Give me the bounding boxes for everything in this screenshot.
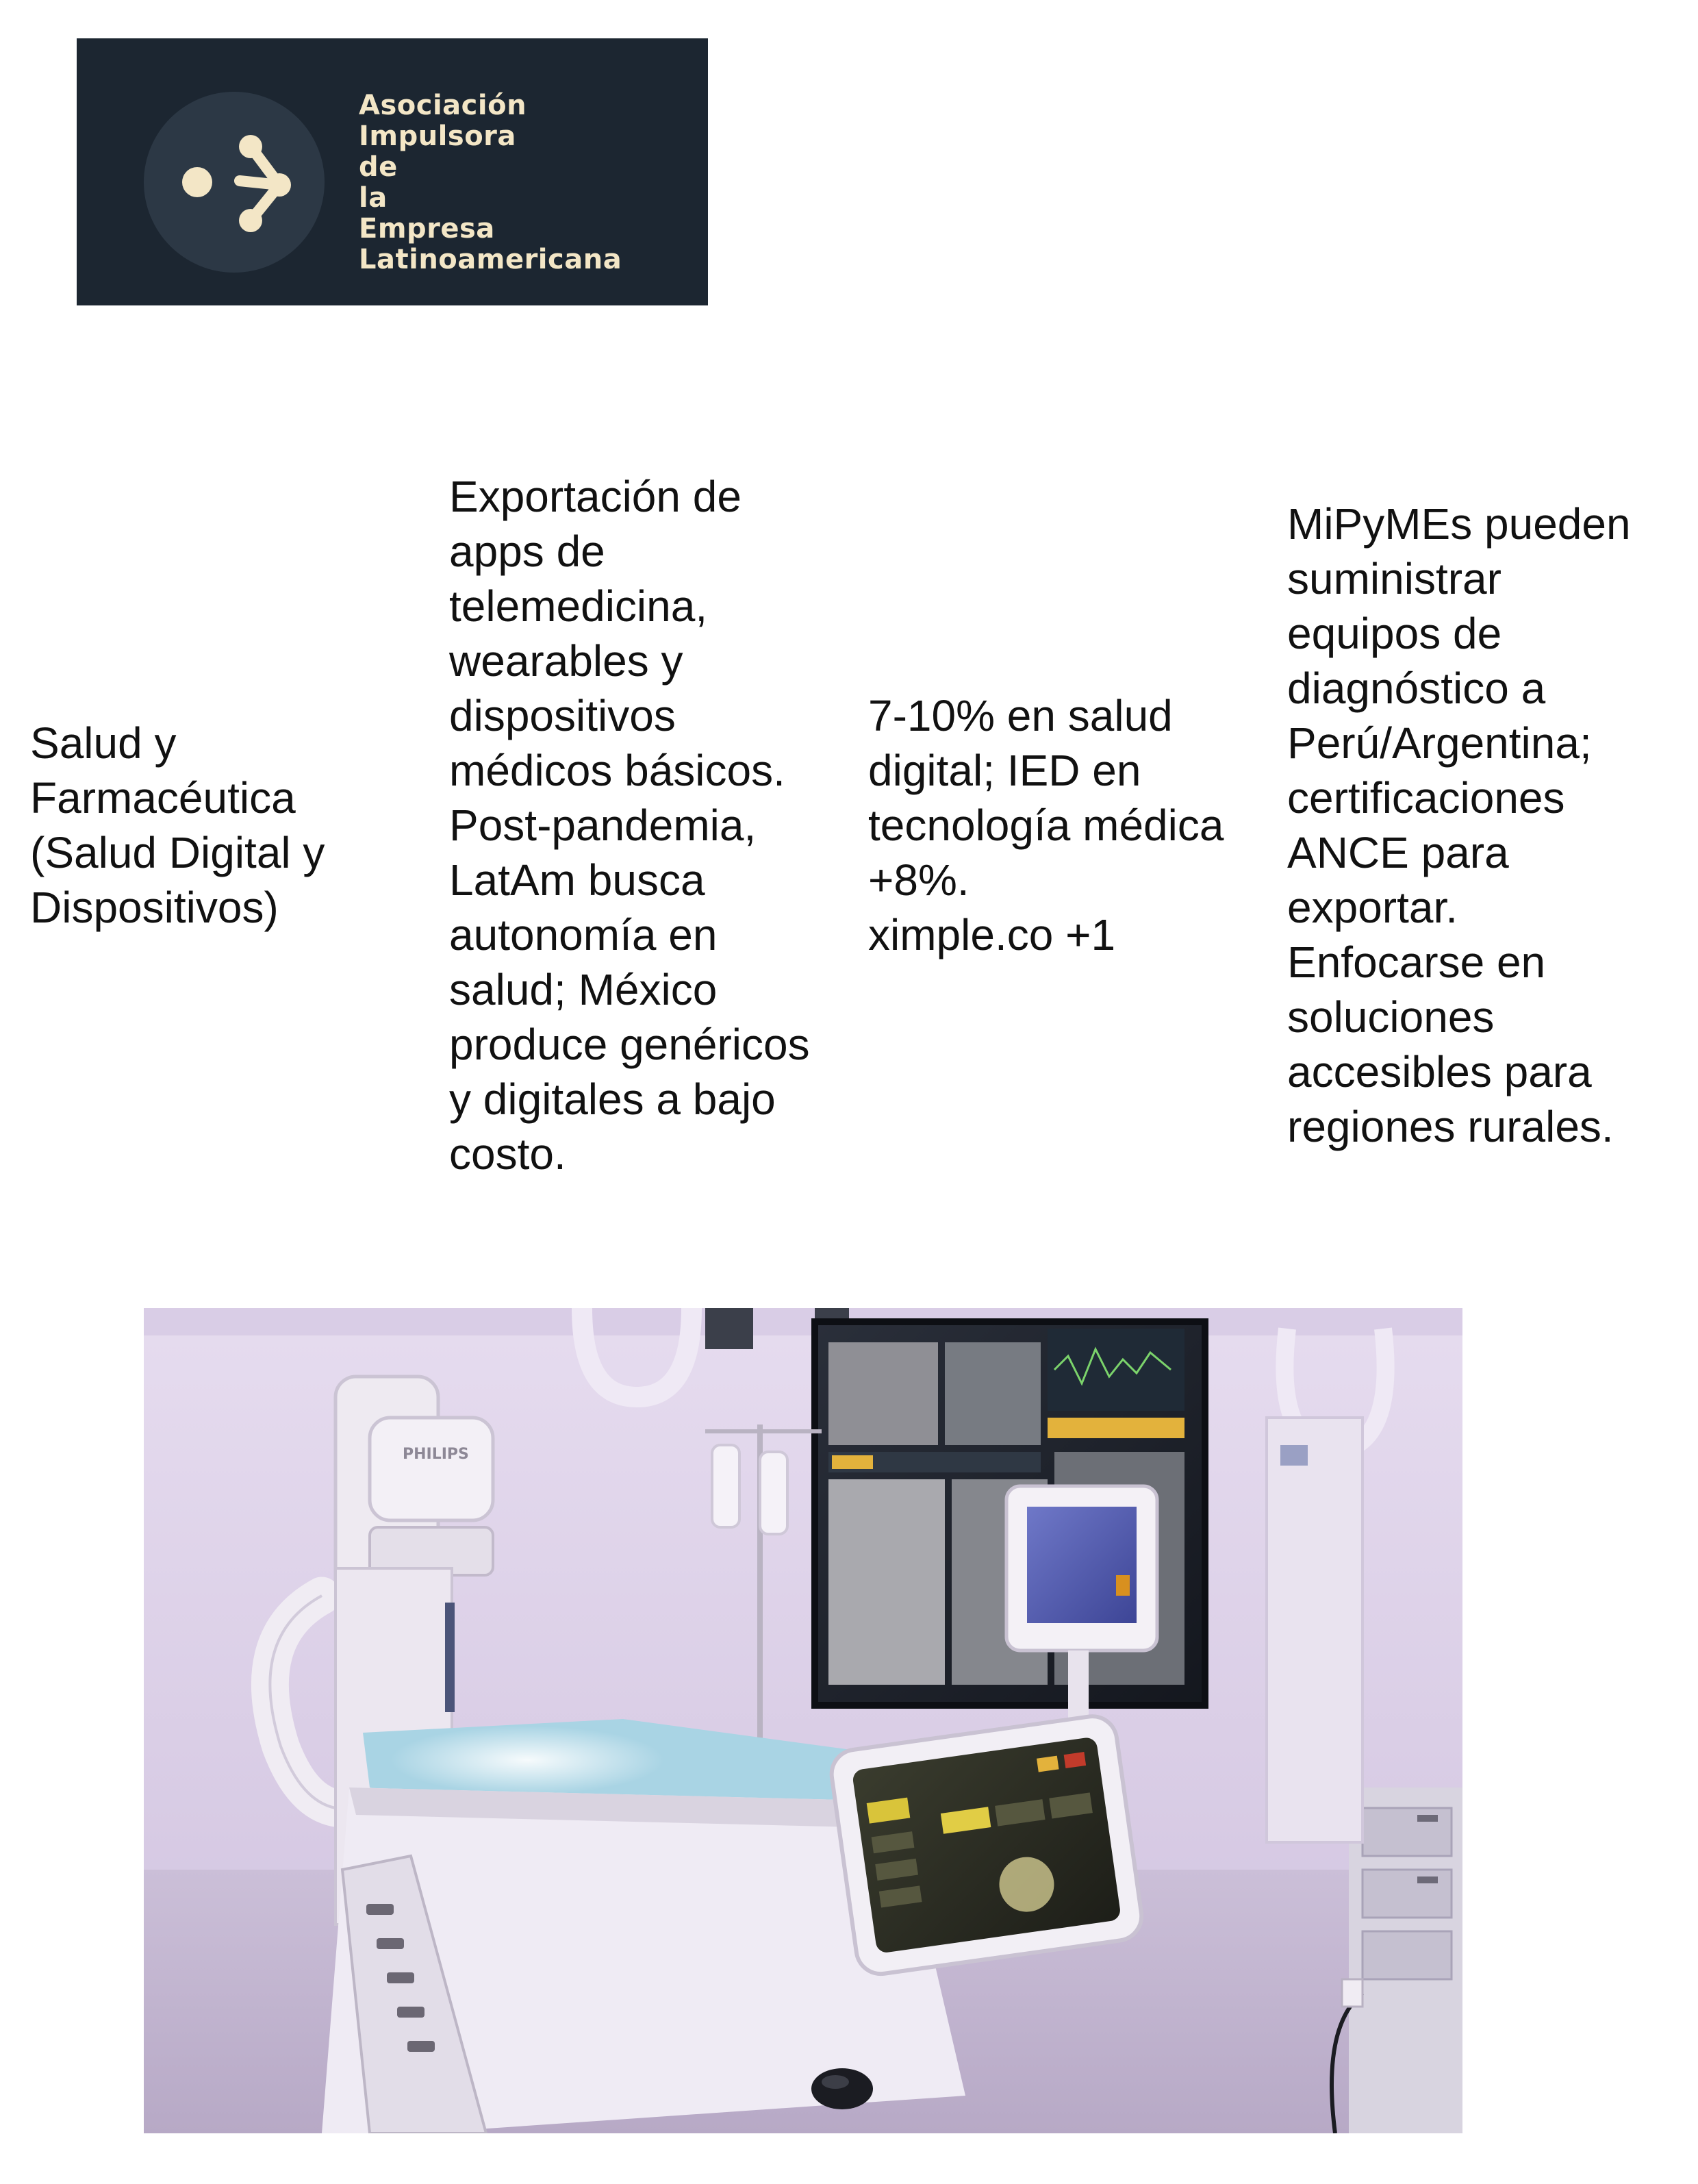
organization-logo-banner (77, 38, 708, 305)
growth-figures: 7-10% en salud digital; IED en tecnología médica +8%. ximple.co +1 (868, 691, 1224, 959)
organization-name-line: Empresa (359, 213, 495, 244)
organization-name-line: Latinoamericana (359, 244, 622, 275)
organization-name (359, 90, 622, 275)
network-node-icon (144, 92, 325, 273)
photo-illustration (144, 1308, 1462, 2133)
organization-name-line: Impulsora (359, 121, 516, 152)
description-cell (449, 466, 860, 1185)
growth-cell (868, 466, 1279, 1185)
sector-description: Exportación de apps de telemedicina, wearables y dispositivos médicos básicos. Post-pandemia, LatAm busca autonomía en salud; México produce genéricos y digitales a bajo costo. (449, 472, 810, 1179)
opportunity-cell (1287, 466, 1671, 1185)
sme-opportunity: MiPyMEs pueden suministrar equipos de diagnóstico a Perú/Argentina; certificaciones ANCE para exportar. Enfocarse en soluciones accesibles para regiones rurales. (1287, 499, 1631, 1151)
equipment-brand-label: PHILIPS (403, 1446, 469, 1463)
organization-name-line: de (359, 151, 398, 183)
sector-table-row (30, 466, 1673, 1185)
organization-name-line: Asociación (359, 90, 527, 121)
medical-imaging-room-photo (144, 1308, 1462, 2133)
sector-cell (30, 466, 441, 1185)
organization-name-line: la (359, 182, 388, 214)
sector-name: Salud y Farmacéutica (Salud Digital y Dispositivos) (30, 718, 325, 932)
